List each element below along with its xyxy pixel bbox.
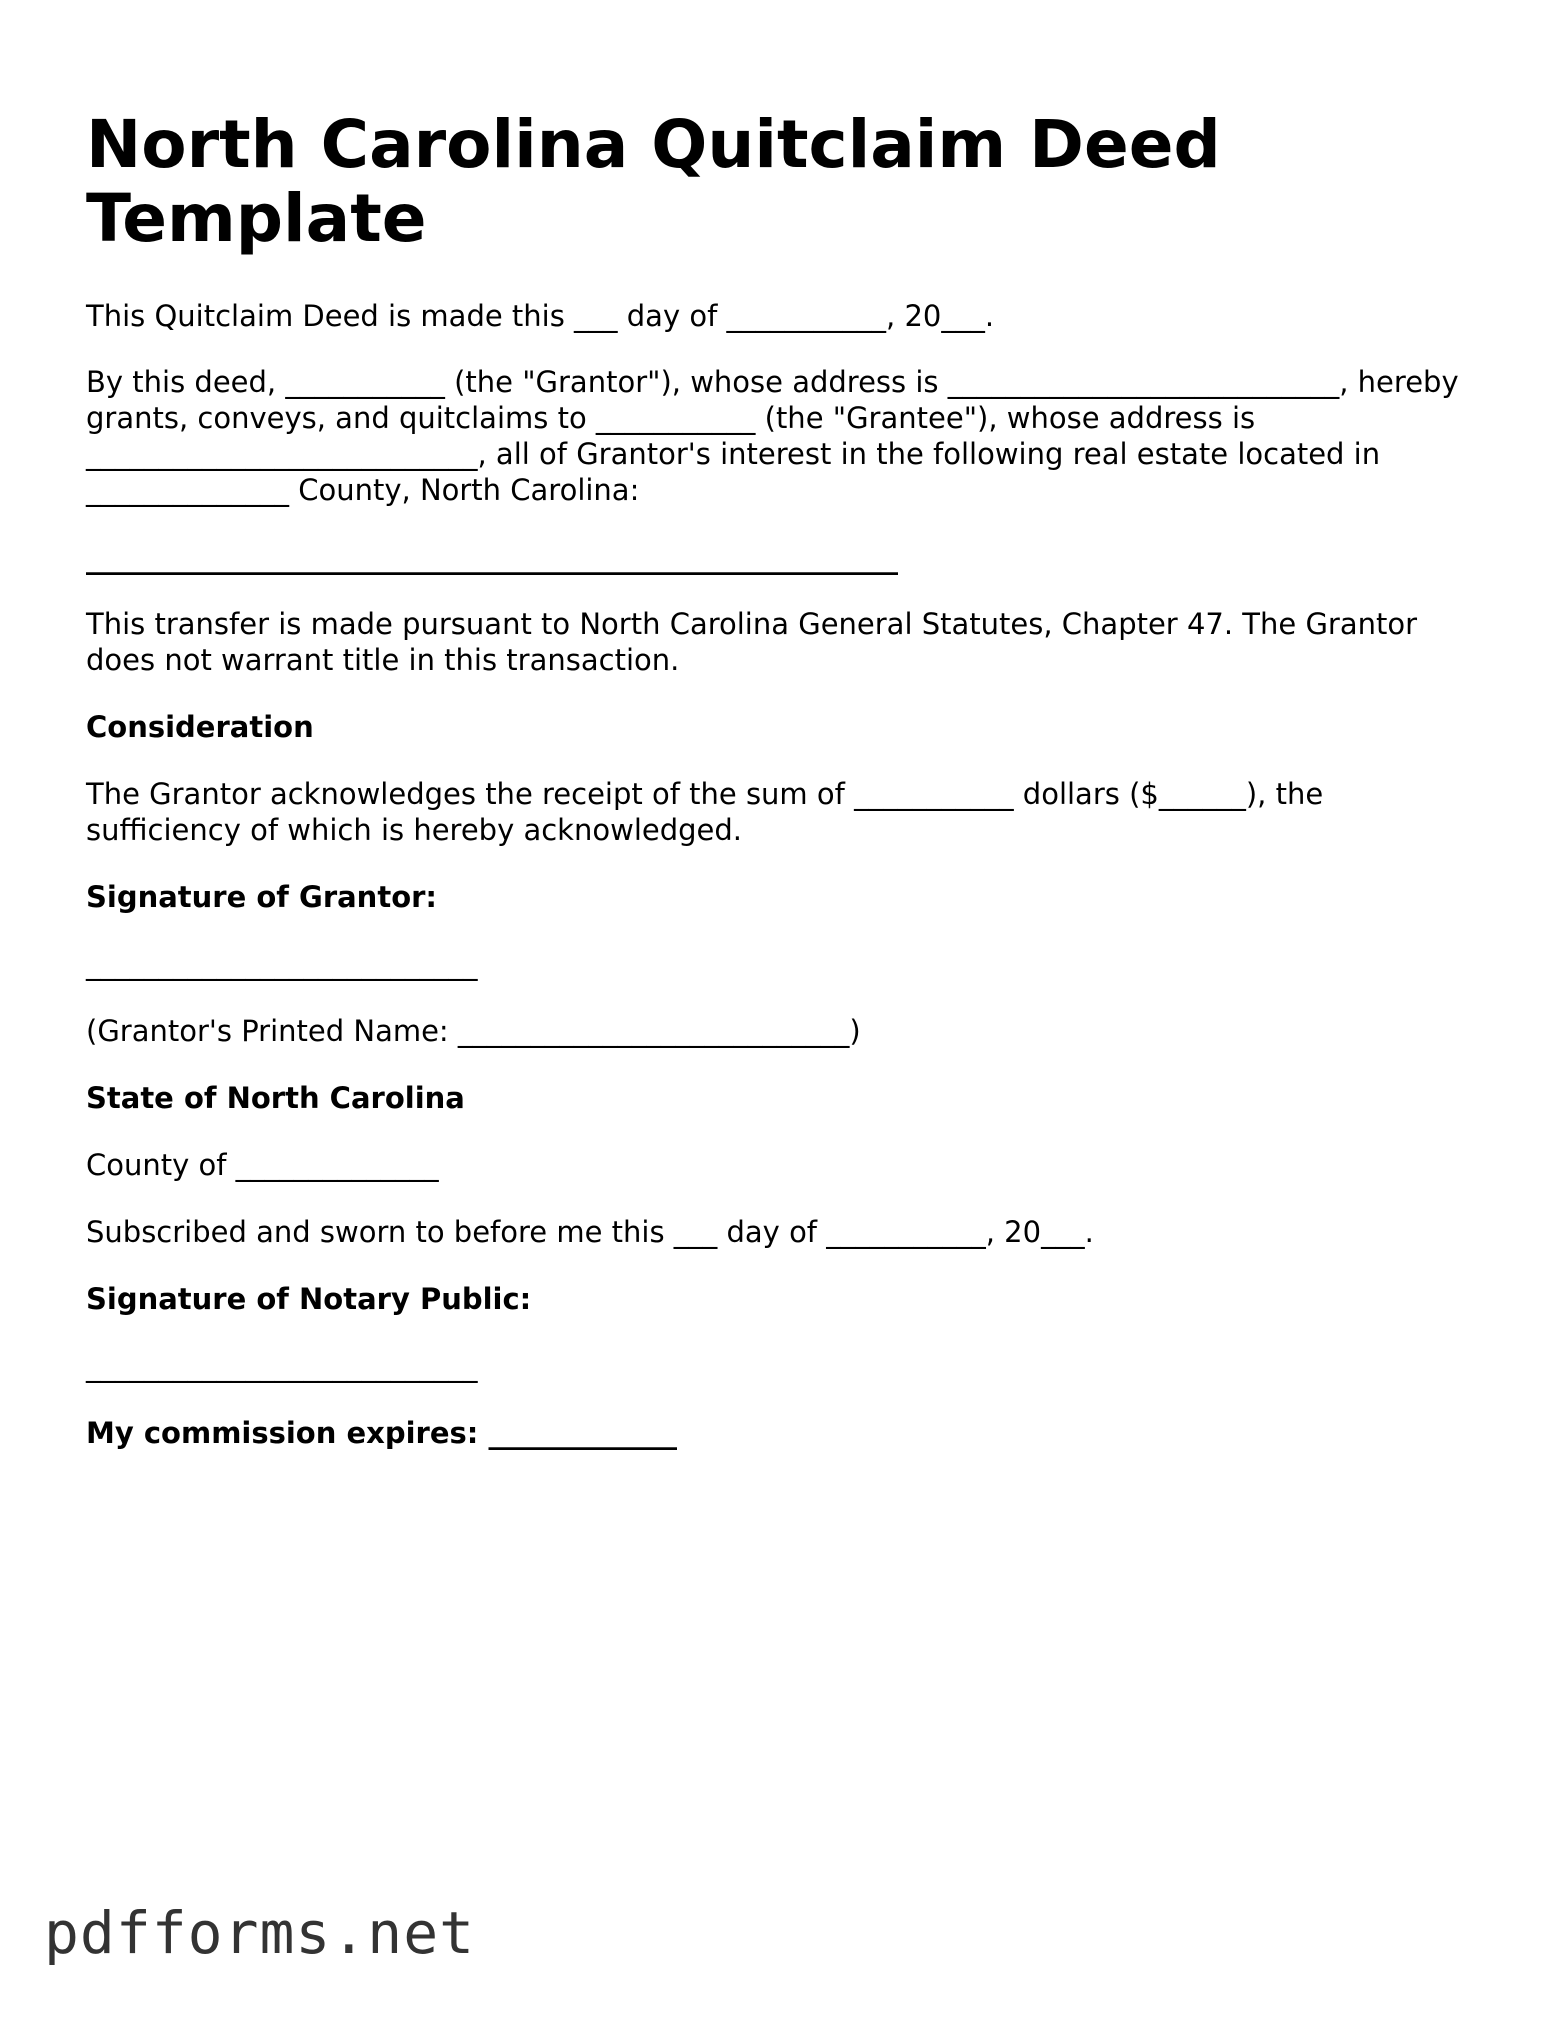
- notary-signature-line: ___________________________: [86, 1349, 478, 1383]
- consideration-heading: Consideration: [86, 710, 314, 744]
- grant-paragraph: By this deed, ___________ (the "Grantor"), whose address is ___________________________, hereby grants, conveys, and quitclaims to ___________ (the "Grantee"), whose address is ___________________________, all of Grantor's interest in the following real estate located in ______________ County, North Carolina:: [86, 365, 1459, 507]
- consideration-paragraph: The Grantor acknowledges the receipt of the sum of ___________ dollars ($______), the sufficiency of which is hereby acknowledged.: [86, 777, 1324, 847]
- grantor-signature-heading: Signature of Grantor:: [86, 880, 438, 914]
- county-line: County of ______________: [86, 1148, 439, 1182]
- commission-expires-line: My commission expires: _____________: [86, 1416, 677, 1450]
- state-heading: State of North Carolina: [86, 1081, 465, 1115]
- sworn-line: Subscribed and sworn to before me this ___ day of ___________, 20___.: [86, 1215, 1094, 1249]
- grantor-printed-name: (Grantor's Printed Name: ___________________________): [86, 1014, 861, 1048]
- watermark-logo: pdfforms.net: [44, 1899, 476, 1967]
- statute-paragraph: This transfer is made pursuant to North Carolina General Statutes, Chapter 47. The Grantor does not warrant title in this transaction.: [86, 607, 1418, 677]
- page-title: North Carolina Quitclaim Deed Template: [86, 106, 1221, 257]
- legal-description-line: ________________________________________________________: [86, 541, 898, 575]
- deed-date-line: This Quitclaim Deed is made this ___ day of ___________, 20___.: [86, 299, 995, 333]
- notary-signature-heading: Signature of Notary Public:: [86, 1282, 532, 1316]
- grantor-signature-line: ___________________________: [86, 947, 478, 981]
- deed-document: [86, 108, 1486, 1451]
